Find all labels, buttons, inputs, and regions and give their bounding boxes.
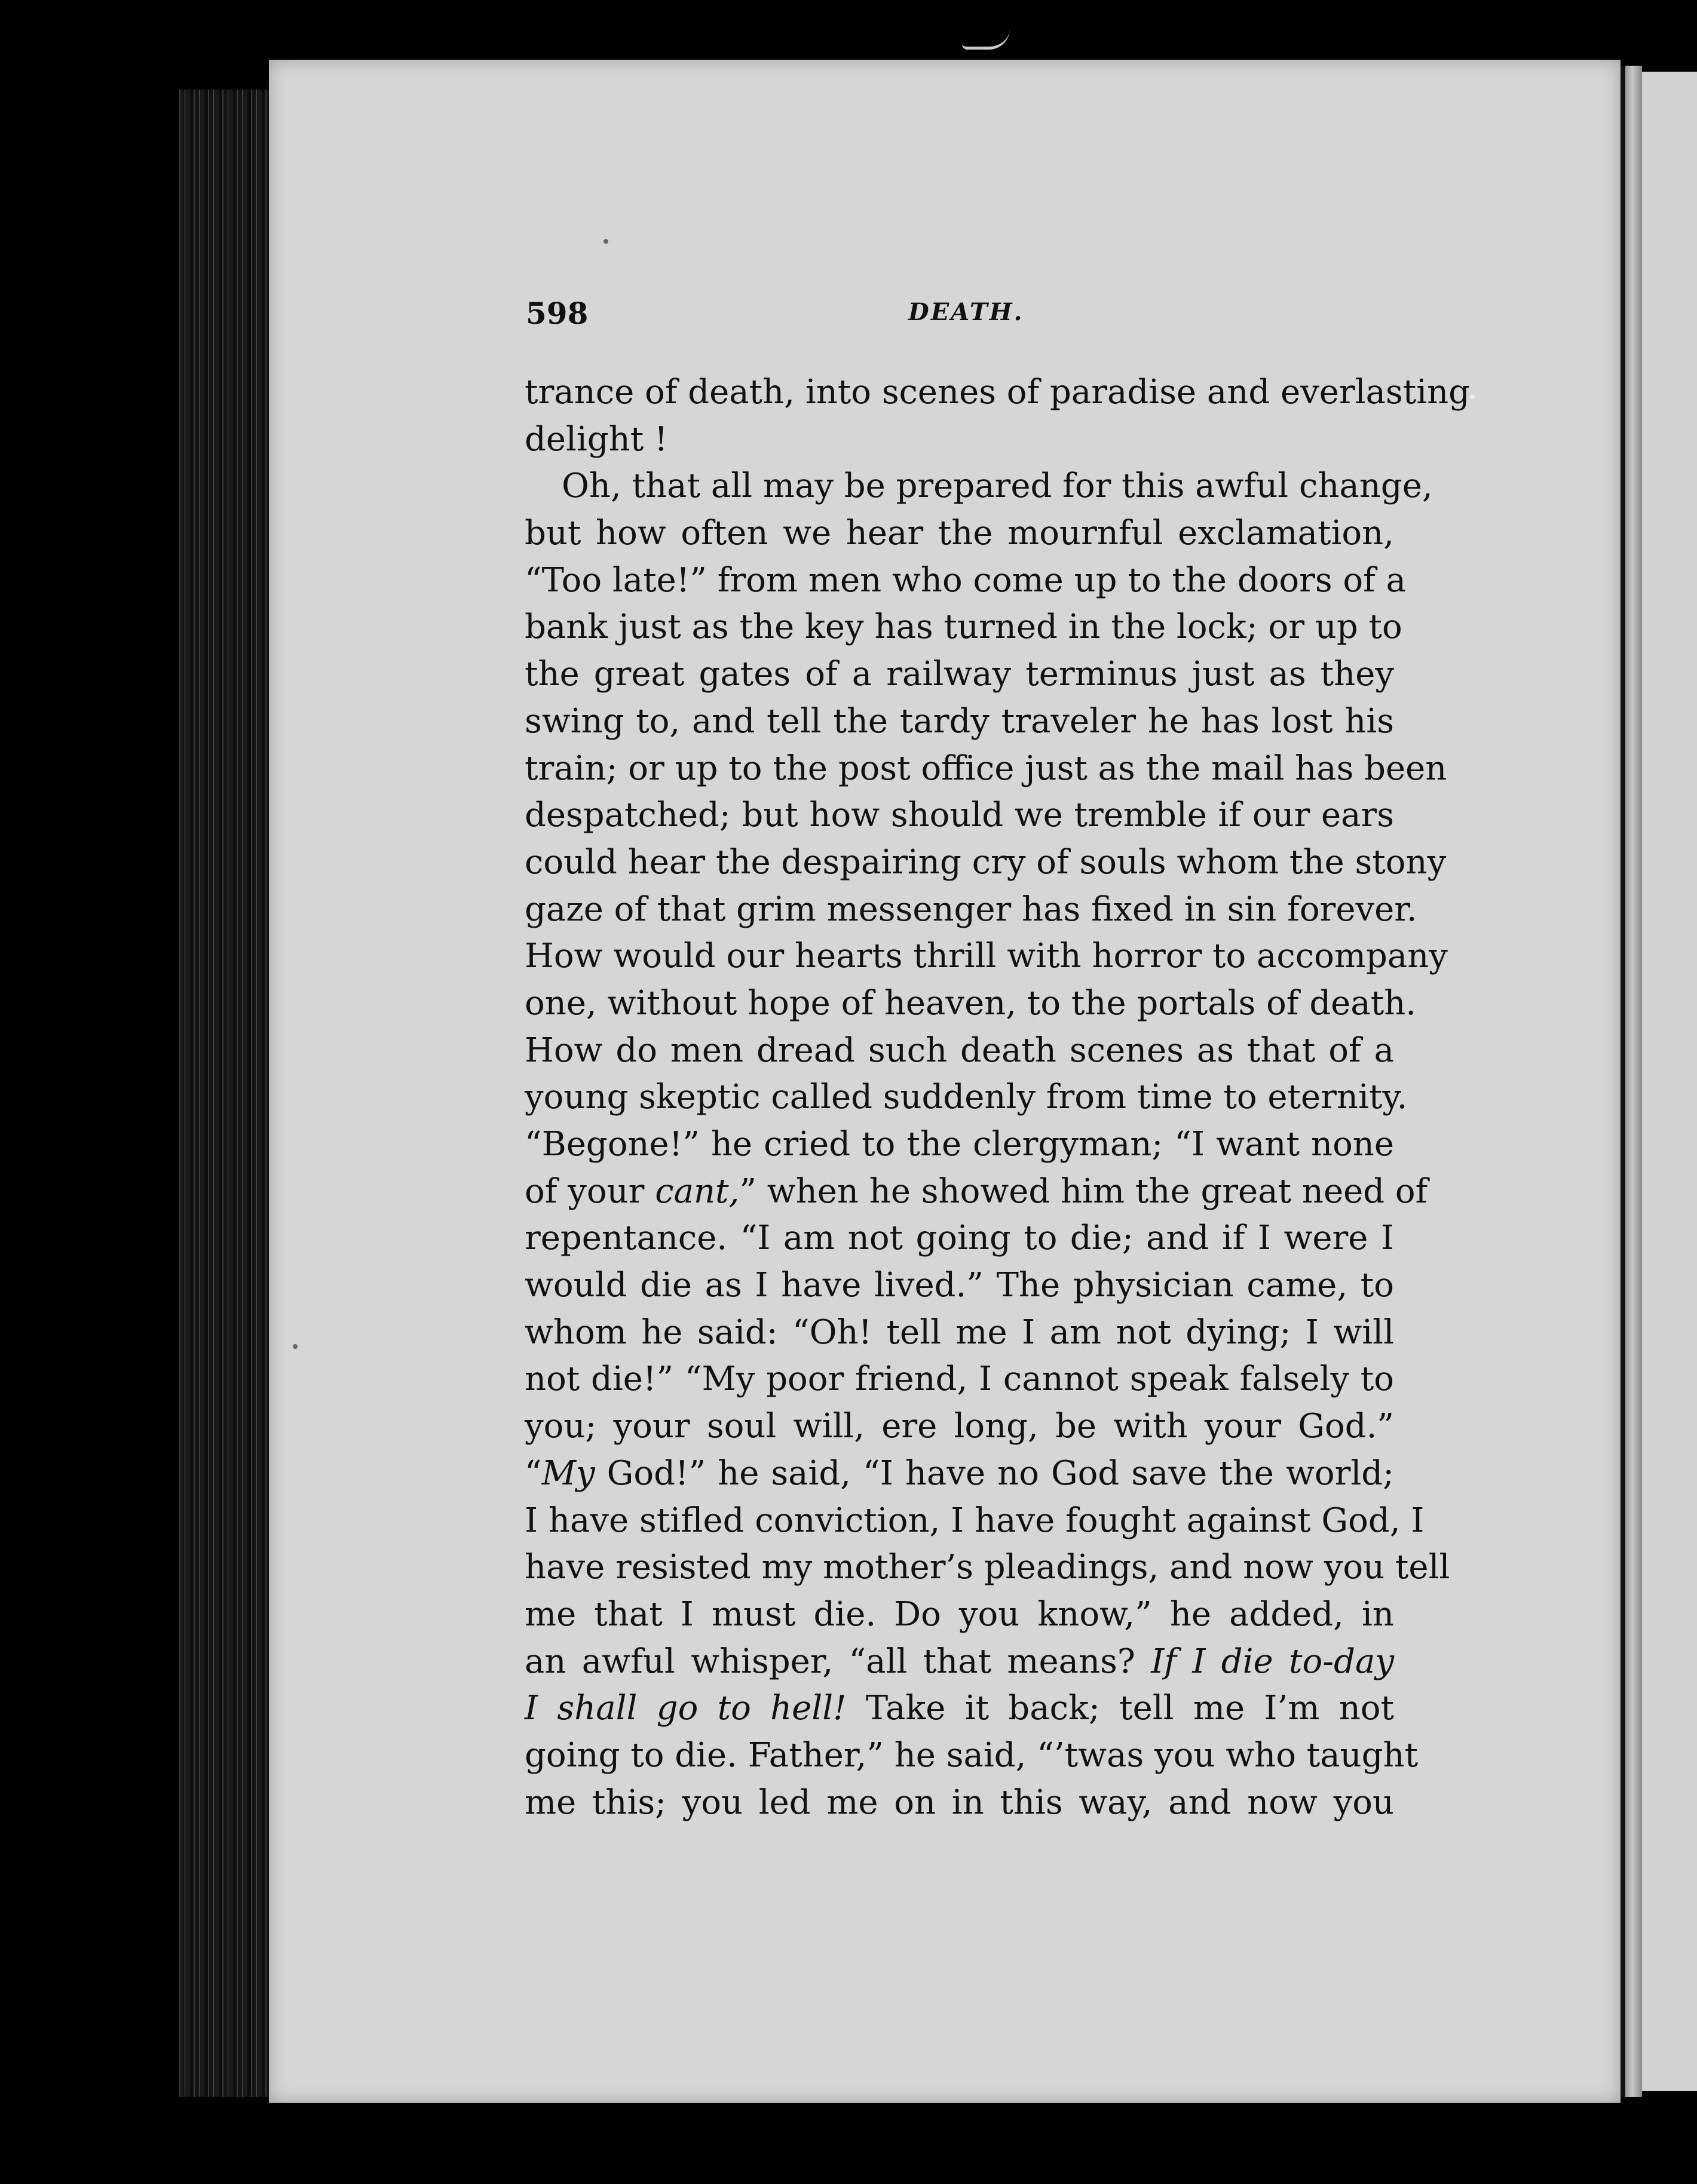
text-line: you; your soul will, ere long, be with your God.” xyxy=(525,1407,1394,1446)
text-line: repentance. “I am not going to die; and if I were I xyxy=(525,1219,1394,1258)
text-run: of your xyxy=(525,1171,655,1211)
italic-run: I shall go to hell! xyxy=(525,1689,847,1728)
text-line: not die!” “My poor friend, I cannot speak falsely to xyxy=(525,1360,1394,1399)
page-number: 598 xyxy=(526,296,589,331)
text-line: trance of death, into scenes of paradise and everlasting xyxy=(525,373,1471,412)
text-line: going to die. Father,” he said, “’twas you who taught xyxy=(525,1735,1419,1775)
facing-page-edge xyxy=(1621,66,1642,2097)
page-header xyxy=(526,296,1392,338)
text-line: “Begone!” he cried to the clergyman; “I want none xyxy=(525,1125,1394,1164)
text-line: swing to, and tell the tardy traveler he has lost his xyxy=(525,701,1394,741)
text-run: God!” he said, “I have no God save the world; xyxy=(595,1453,1394,1493)
body-text xyxy=(525,369,1471,1826)
scan-speck xyxy=(604,239,608,244)
text-line: Oh, that all may be prepared for this awful change, xyxy=(562,467,1433,506)
text-line: one, without hope of heaven, to the portals of death. xyxy=(525,983,1417,1023)
text-line: delight ! xyxy=(525,419,668,459)
text-line xyxy=(525,1450,1394,1498)
text-line: despatched; but how should we tremble if our ears xyxy=(525,796,1394,835)
text-line: How would our hearts thrill with horror to accompany xyxy=(525,937,1448,976)
text-line: but how often we hear the mournful exclamation, xyxy=(525,514,1394,553)
text-line: young skeptic called suddenly from time to eternity. xyxy=(525,1078,1408,1117)
italic-run: cant, xyxy=(655,1171,740,1211)
text-line: gaze of that grim messenger has fixed in sin forever. xyxy=(525,889,1417,929)
text-line: the great gates of a railway terminus just as they xyxy=(525,655,1394,694)
book-edge-shadow xyxy=(90,90,179,2097)
italic-run: If I die to-day xyxy=(1151,1642,1395,1681)
text-run: Take it back; tell me I’m not xyxy=(846,1689,1394,1728)
scan-speck xyxy=(293,1344,298,1349)
text-run: an awful whisper, “all that means? xyxy=(525,1642,1151,1681)
text-line: whom he said: “Oh! tell me I am not dying; I will xyxy=(525,1312,1394,1352)
text-line: could hear the despairing cry of souls whom the stony xyxy=(525,842,1447,882)
text-line: have resisted my mother’s pleadings, and now you tell xyxy=(525,1548,1450,1587)
text-line: would die as I have lived.” The physician came, to xyxy=(525,1266,1394,1305)
text-line: train; or up to the post office just as the mail has been xyxy=(525,749,1447,788)
text-run: “ xyxy=(525,1453,542,1493)
text-line: bank just as the key has turned in the lock; or up to xyxy=(525,608,1402,647)
running-head: DEATH. xyxy=(908,298,1024,326)
facing-page xyxy=(1642,72,1697,2091)
scan-speck xyxy=(1470,394,1475,399)
text-run: ” when he showed him the great need of xyxy=(739,1171,1428,1211)
top-mark xyxy=(962,29,1010,50)
text-line: I have stifled conviction, I have fought against God, I xyxy=(525,1501,1425,1540)
text-line: How do men dread such death scenes as that of a xyxy=(525,1030,1394,1070)
text-line: me that I must die. Do you know,” he added, in xyxy=(525,1594,1394,1634)
text-line: me this; you led me on in this way, and now you xyxy=(525,1783,1394,1822)
text-line xyxy=(525,1168,1428,1216)
text-line xyxy=(525,1685,1394,1732)
italic-run: My xyxy=(541,1453,595,1493)
book-edge xyxy=(90,90,272,2097)
text-line: “Too late!” from men who come up to the doors of a xyxy=(525,560,1407,600)
text-line xyxy=(525,1639,1394,1686)
